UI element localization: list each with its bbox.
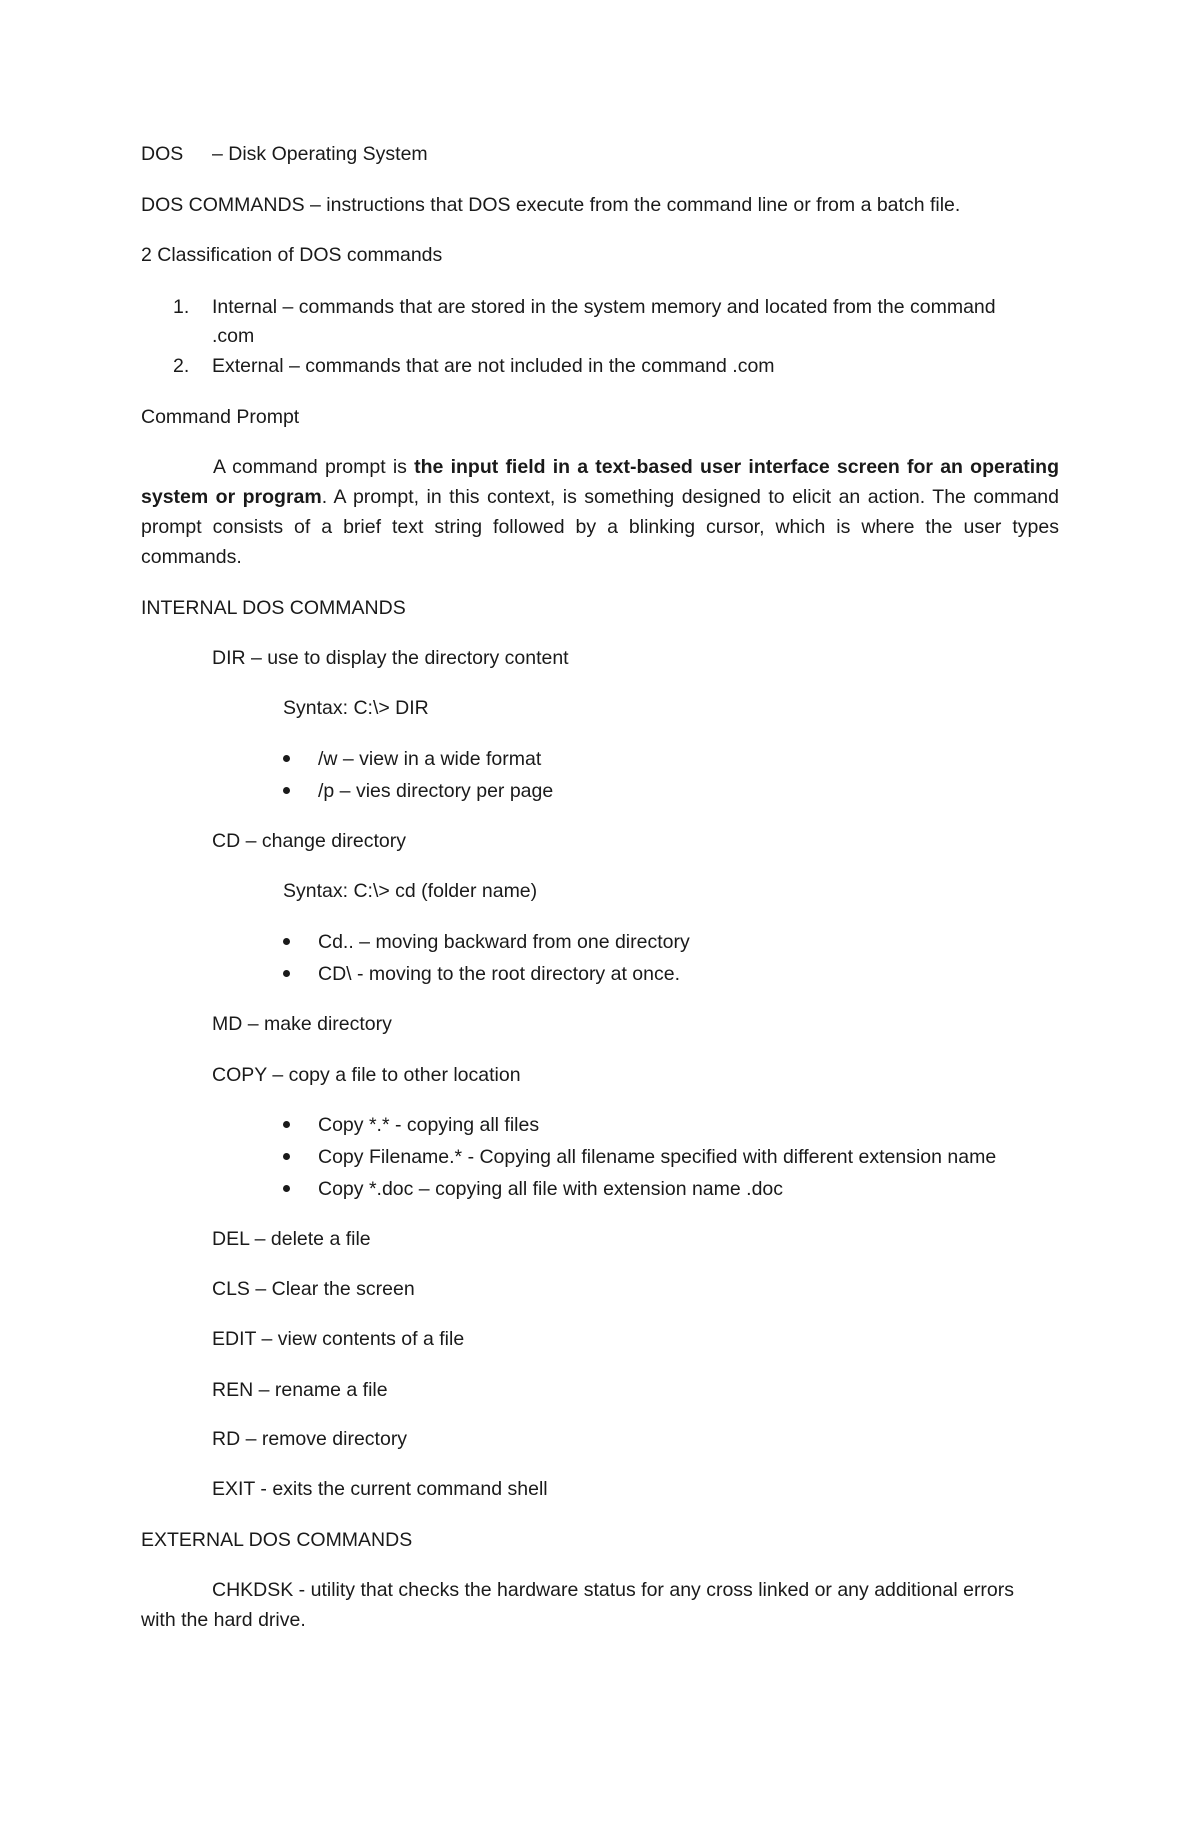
cmd-chkdsk: CHKDSK - utility that checks the hardware status for any cross linked or any additional errors [212,1579,1015,1601]
classification-item-internal-cont: .com [212,325,255,347]
classification-item-external: External – commands that are not included in the command .com [212,355,775,377]
copy-option: Copy Filename.* - Copying all filename specified with different extension name [318,1146,997,1168]
dir-syntax: Syntax: C:\> DIR [283,697,429,719]
command-prompt-heading: Command Prompt [141,406,300,428]
cd-option: CD\ - moving to the root directory at once. [318,963,680,985]
cmd-cls: CLS – Clear the screen [212,1278,415,1300]
cmd-ren: REN – rename a file [212,1379,388,1401]
bullet-icon [283,755,290,762]
classification-item-internal: Internal – commands that are stored in the system memory and located from the command [212,296,996,318]
list-number: 2. [173,355,190,377]
paragraph-text: . A prompt, in this context, is something designed to elicit an action. The command prompt consists of a brief text string followed by a blinking cursor, which is where the user types commands. [141,486,1059,568]
dos-definition: – Disk Operating System [212,143,428,165]
command-prompt-paragraph [141,452,1059,572]
cmd-exit: EXIT - exits the current command shell [212,1478,548,1500]
cmd-dir: DIR – use to display the directory content [212,647,569,669]
dir-option: /w – view in a wide format [318,748,542,770]
bullet-icon [283,970,290,977]
dos-term: DOS [141,143,184,165]
bullet-icon [283,787,290,794]
cmd-del: DEL – delete a file [212,1228,371,1250]
bullet-icon [283,1153,290,1160]
list-number: 1. [173,296,190,318]
copy-option: Copy *.doc – copying all file with extension name .doc [318,1178,784,1200]
external-heading: EXTERNAL DOS COMMANDS [141,1529,413,1551]
cmd-edit: EDIT – view contents of a file [212,1328,465,1350]
cd-option: Cd.. – moving backward from one directory [318,931,690,953]
cmd-md: MD – make directory [212,1013,392,1035]
bullet-icon [283,1121,290,1128]
paragraph-text: A command prompt is [213,456,415,478]
cmd-cd: CD – change directory [212,830,407,852]
cmd-rd: RD – remove directory [212,1428,408,1450]
dos-commands-definition: DOS COMMANDS – instructions that DOS execute from the command line or from a batch file. [141,194,961,216]
cmd-chkdsk-cont: with the hard drive. [141,1609,306,1631]
internal-heading: INTERNAL DOS COMMANDS [141,597,406,619]
cd-syntax: Syntax: C:\> cd (folder name) [283,880,538,902]
paragraph-bold-text: the input field in a text-based user interface screen for an operating system or program [141,456,1059,508]
cmd-copy: COPY – copy a file to other location [212,1064,521,1086]
bullet-icon [283,938,290,945]
dir-option: /p – vies directory per page [318,780,554,802]
classification-title: 2 Classification of DOS commands [141,244,443,266]
copy-option: Copy *.* - copying all files [318,1114,540,1136]
bullet-icon [283,1185,290,1192]
